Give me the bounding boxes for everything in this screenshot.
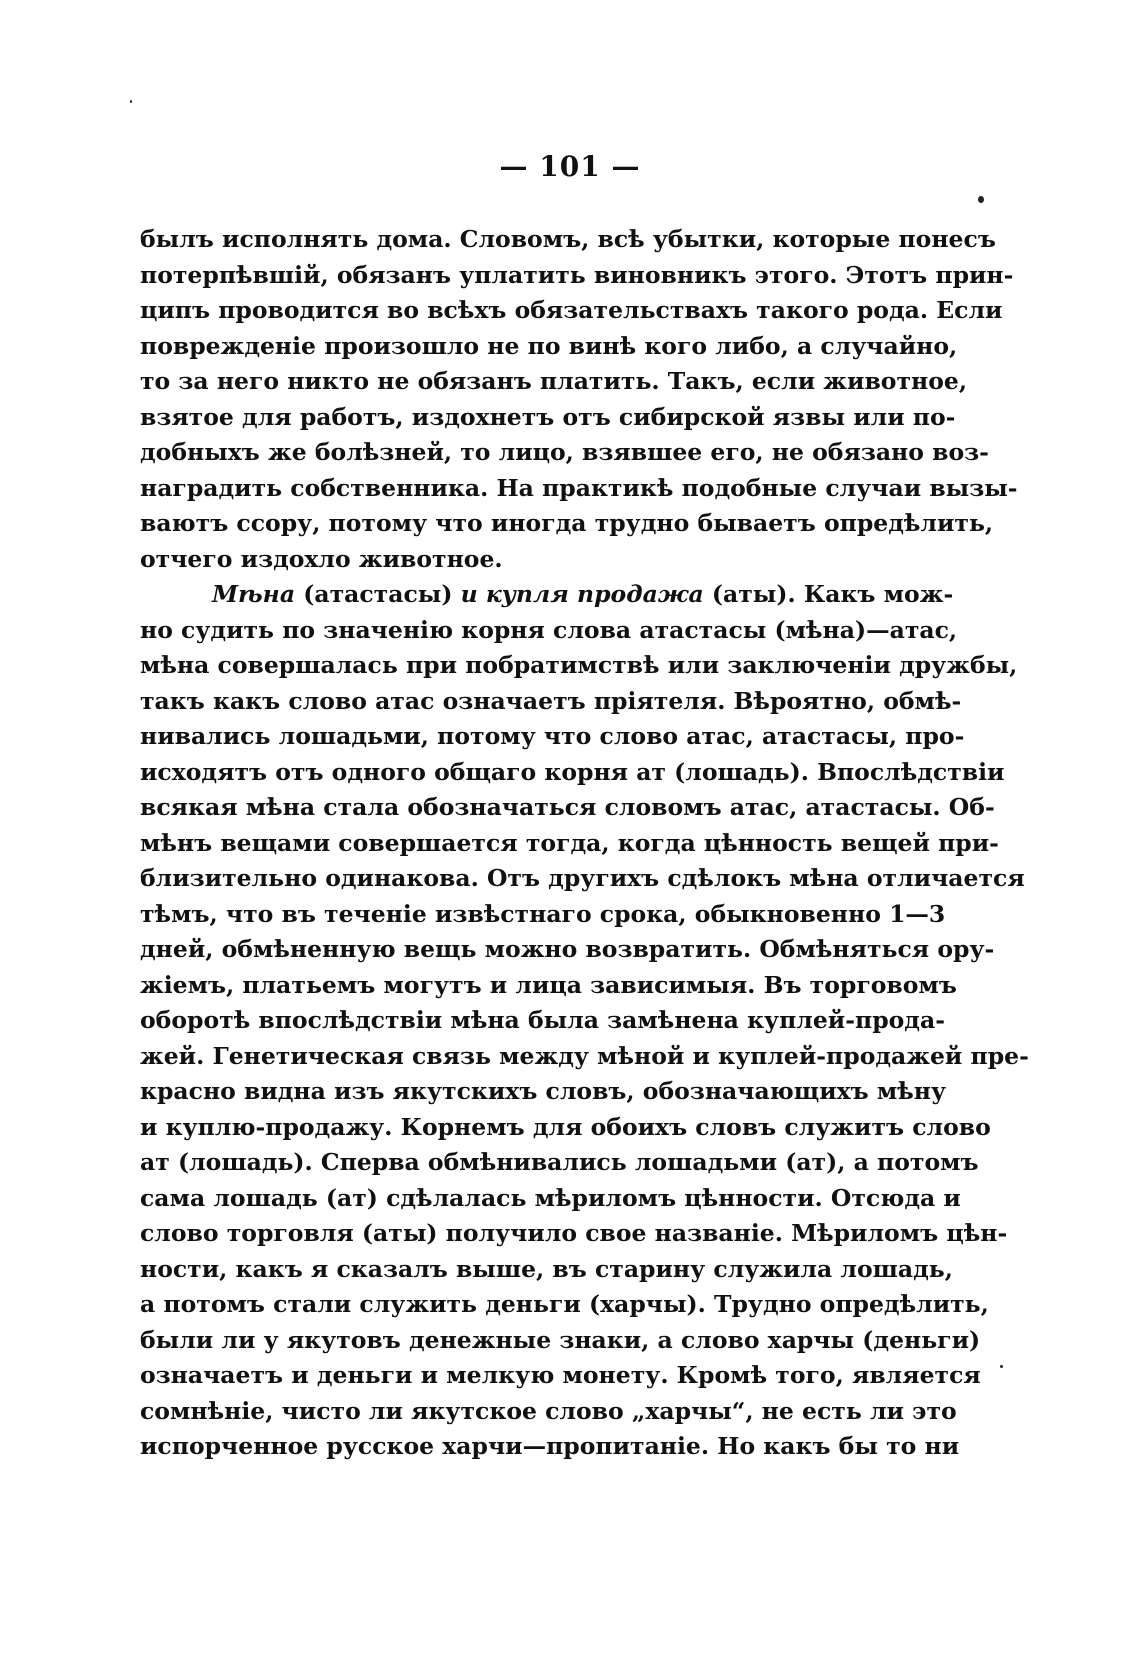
text-line: а потомъ стали служить деньги (харчы). Трудно опредѣлить, xyxy=(140,1290,989,1318)
body-text xyxy=(140,222,1029,1465)
text-line: наградить собственника. На практикѣ подобные случаи вызы- xyxy=(140,473,1018,502)
text-line: ности, какъ я сказалъ выше, въ старину служила лошадь, xyxy=(140,1254,953,1283)
text-line: тѣмъ, что въ теченіе извѣстнаго срока, обыкновенно 1—3 xyxy=(140,899,946,928)
text-line: близительно одинакова. Отъ другихъ сдѣлокъ мѣна отличается xyxy=(140,864,1025,892)
ink-speck xyxy=(1000,1365,1003,1368)
text-line: и куплю-продажу. Корнемъ для обоихъ словъ служитъ слово xyxy=(140,1112,991,1141)
text-line: всякая мѣна стала обозначаться словомъ атас, атастасы. Об- xyxy=(140,793,995,821)
text-line: былъ исполнять дома. Словомъ, всѣ убытки, которые понесъ xyxy=(140,225,996,253)
text-line: ваютъ ссору, потому что иногда трудно бываетъ опредѣлить, xyxy=(140,509,994,537)
text-line: отчего издохло животное. xyxy=(140,544,503,573)
ink-speck xyxy=(978,196,984,203)
text-line: мѣнъ вещами совершается тогда, когда цѣнность вещей при- xyxy=(140,828,999,857)
text-line: но судить по значенію корня слова атастасы (мѣна)—атас, xyxy=(140,615,958,644)
text-line: были ли у якутовъ денежные знаки, а слово харчы (деньги) xyxy=(140,1325,981,1354)
text-line: дней, обмѣненную вещь можно возвратить. Обмѣняться ору- xyxy=(140,935,995,963)
text-line: то за него никто не обязанъ платить. Такъ, если животное, xyxy=(140,367,968,395)
text-line: исходятъ отъ одного общаго корня ат (лошадь). Впослѣдствіи xyxy=(140,757,1005,786)
text-line: нивались лошадьми, потому что слово атас, атастасы, про- xyxy=(140,722,965,750)
text-line: красно видна изъ якутскихъ словъ, обозначающихъ мѣну xyxy=(140,1077,947,1105)
text-line: жей. Генетическая связь между мѣной и куплей-продажей пре- xyxy=(140,1041,1029,1070)
text-line: оборотѣ впослѣдствіи мѣна была замѣнена куплей-прода- xyxy=(140,1006,945,1034)
text-line: добныхъ же болѣзней, то лицо, взявшее его, не обязано воз- xyxy=(140,438,989,466)
text-line: Мѣна (атастасы) и купля продажа (аты). Какъ мож- xyxy=(212,580,954,608)
text-line: жіемъ, платьемъ могутъ и лица зависимыя. Въ торговомъ xyxy=(140,970,957,999)
text-line: означаетъ и деньги и мелкую монету. Кромѣ того, является xyxy=(140,1361,981,1389)
text-line: испорченное русское харчи—пропитаніе. Но какъ бы то ни xyxy=(140,1432,960,1460)
text-line: ципъ проводится во всѣхъ обязательствахъ такого рода. Если xyxy=(140,296,1003,324)
text-line: ат (лошадь). Сперва обмѣнивались лошадьми (ат), а потомъ xyxy=(140,1148,979,1176)
text-line: мѣна совершалась при побратимствѣ или заключеніи дружбы, xyxy=(140,651,1018,679)
text-line: сама лошадь (ат) сдѣлалась мѣриломъ цѣнности. Отсюда и xyxy=(140,1183,961,1212)
text-line: такъ какъ слово атас означаетъ пріятеля. Вѣроятно, обмѣ- xyxy=(140,686,962,715)
ink-speck xyxy=(130,100,132,103)
page-number: — 101 — xyxy=(499,150,641,183)
text-line: сомнѣніе, чисто ли якутское слово „харчы“, не есть ли это xyxy=(140,1396,957,1425)
text-line: повреждeніе произошло не по винѣ кого либо, а случайно, xyxy=(140,331,958,360)
text-line: слово торговля (аты) получило свое названіе. Мѣриломъ цѣн- xyxy=(140,1219,1008,1247)
text-line: потерпѣвшій, обязанъ уплатить виновникъ этого. Этотъ прин- xyxy=(140,260,1014,289)
text-line: взятое для работъ, издохнетъ отъ сибирской язвы или по- xyxy=(140,402,956,431)
